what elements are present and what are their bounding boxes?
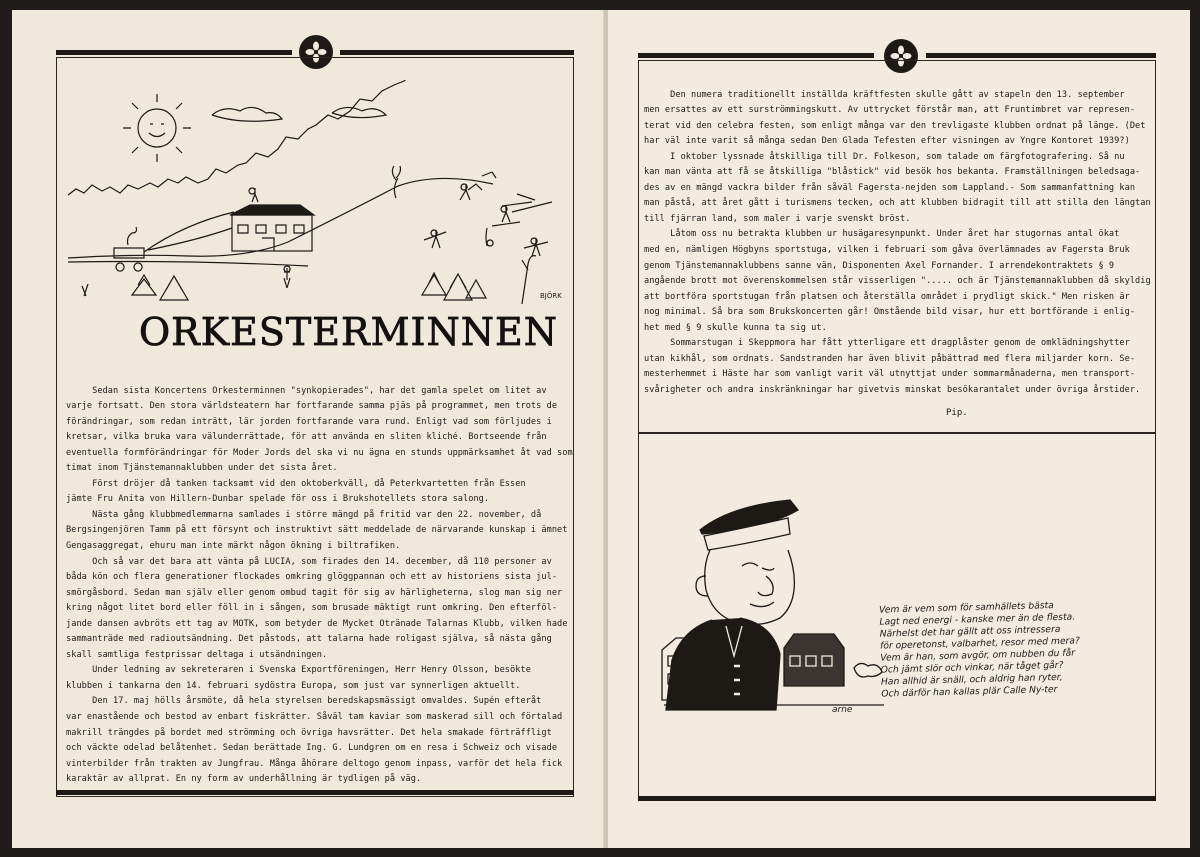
- left-body-text: [66, 368, 573, 788]
- body-line: terat vid den celebra festen, som enligt många var den trevligaste klubben ordnat på länge. (Det: [644, 120, 1146, 131]
- body-line: har väl inte varit så många sedan Den Glada Tefesten efter visningen av Yngre Kontoret 1939?): [644, 136, 1130, 147]
- body-line: till fjärran land, som maler i varje svenskt bröst.: [644, 213, 911, 224]
- body-line: Sommarstugan i Skeppmora har fått ytterligare ett dragplåster genom de omklädningshytter: [644, 338, 1130, 349]
- poem-line: för operetonst, valbarhet, resor med mera?: [879, 635, 1081, 652]
- body-line: makrill trängdes på bordet med strömming och övriga havsrätter. Det hela smakade förträffligt: [66, 727, 552, 738]
- body-line: kan man vänta att få se åtskilliga "blåstick" vid besök hos bekanta. Framställningen beledsaga-: [644, 167, 1141, 178]
- body-line: att bortföra sportstugan från platsen och återställa området i prydligt skick." Men risken är: [644, 291, 1130, 302]
- illustration-signature: BJÖRK: [540, 292, 562, 300]
- poem-line: Och därför han kallas plär Calle Ny-ter: [881, 683, 1058, 700]
- body-line: angående brott mot överenskommelsen står visserligen "..... och är Tjänstemannaklubben då skyldig: [644, 276, 1151, 287]
- body-line: jämte Fru Anita von Hillern-Dunbar spelade för oss i Brukshotellets stora salong.: [66, 494, 490, 505]
- body-line: Sedan sista Koncertens Orkesterminnen "synkopierades", har det gamla spelet om litet av: [66, 385, 547, 396]
- right-page: [608, 10, 1190, 848]
- body-line: utan kikhål, som ordnats. Sandstranden har även blivit påbättrad med flera miljarder korn. Se-: [644, 353, 1136, 364]
- poem-line: Och jämt slör och vinkar, när tåget går?: [880, 659, 1064, 676]
- body-line: karaktär av allprat. En ny form av underhållning är tydligen på väg.: [66, 774, 422, 785]
- body-line: Och så var det bara att vänta på LUCIA, som firades den 14. december, då 110 personer av: [66, 556, 552, 567]
- body-line: svårigheter och andra inskränkningar har givetvis minskat besökarantalet under övriga årstider.: [644, 384, 1141, 395]
- left-top-rule: [56, 50, 292, 55]
- body-line: I oktober lyssnade åtskilliga till Dr. Folkeson, som talade om färgfotografering. Så nu: [644, 151, 1125, 162]
- body-line: timat inom Tjänstemannaklubben under det sista året.: [66, 463, 338, 474]
- body-line: Bergsingenjören Tamm på ett försynt och instruktivt sätt meddelade de närvarande kunskap i ämnet: [66, 525, 568, 536]
- caricature-poem: [879, 587, 1082, 700]
- poem-line: Vem är han, som avgör, om nubben du får: [880, 647, 1076, 664]
- conductor-caricature: [654, 480, 894, 720]
- poem-line: Närhelst det har gällt att oss intressera: [879, 623, 1061, 640]
- left-top-rule-right: [340, 50, 574, 55]
- body-line: sammanträde med radioutsändning. Det påstods, att talarna hade roligast själva, så nästa gång: [66, 634, 552, 645]
- body-line: klubben i tankarna den 14. februari sydöstra Europa, som just var synnerligen aktuellt.: [66, 680, 521, 691]
- body-line: des av en mängd vackra bilder från såväl Fagersta-nejden som Lappland.- Som sammanfattning kan: [644, 182, 1136, 193]
- poem-line: Lagt ned energi - kanske mer än de flesta.: [879, 611, 1076, 628]
- poem-line: Han allhid är snäll, och aldrig han ryter,: [880, 671, 1063, 688]
- body-line: kretsar, vilka bruka vara välunderrättade, för att använda en sliten kliché. Bortseende från: [66, 432, 547, 443]
- bruk-landscape-illustration: [62, 80, 562, 310]
- body-line: och väckte odelad belåtenhet. Sedan berättade Ing. G. Lundgren om en resa i Schweiz och visade: [66, 743, 558, 754]
- body-line: skall samtliga festprissar deltaga i utsändningen.: [66, 649, 328, 660]
- body-line: eventuella formförändringar för Moder Jords del ska vi nu ägna en stunds uppmärksamhet åt vad som: [66, 447, 573, 458]
- body-line: Först dröjer då tanken tacksamt vid den oktoberkväll, då Peterkvartetten från Essen: [66, 478, 526, 489]
- right-top-rule-right: [926, 53, 1156, 58]
- body-line: varje fortsatt. Den stora världsteatern har fortfarande samma pjäs på programmet, men trots de: [66, 401, 558, 412]
- body-line: het med § 9 skulle kunna ta sig ut.: [644, 322, 827, 333]
- body-line: var enastående och bestod av enbart fiskrätter. Såväl tam kaviar som maskerad sill och förtalad: [66, 712, 563, 723]
- left-page: [12, 10, 605, 848]
- body-line: mesterhemmet i Häste har som vanligt varit väl utnyttjat under sommarmånaderna, men transport-: [644, 369, 1136, 380]
- body-line: man påstå, att året gått i turismens tecken, och att klubben bidragit till att stilla den längtan: [644, 198, 1151, 209]
- poem-line: Vem är vem som för samhällets bästa: [878, 600, 1054, 616]
- article-signature: Pip.: [946, 408, 968, 418]
- body-line: Nästa gång klubbmedlemmarna samlades i större mängd på fritid var den 22. november, då: [66, 509, 542, 520]
- body-line: Under ledning av sekreteraren i Svenska Exportföreningen, Herr Henry Olsson, besökte: [66, 665, 531, 676]
- body-line: jande dansen avbröts ett tag av MOTK, som betyder de Mycket Otränade Talarnas Klubb, vilken hade: [66, 618, 568, 629]
- right-body-text: [644, 72, 1151, 398]
- headline-orkesterminnen: ORKESTERMINNEN: [139, 310, 559, 354]
- body-line: nog minimal. Så bra som Brukskoncerten går! Omstående bild visar, hur ett bortförande i enlig-: [644, 307, 1136, 318]
- body-line: båda kön och flera generationer flockades omkring glöggpannan och ett av historiens sista jul-: [66, 572, 558, 583]
- body-line: med en, nämligen Högbyns sportstuga, vilken i februari som gåva överlämnades av Fagersta Bruk: [644, 245, 1130, 256]
- caricature-building-sign: FAGE: [686, 647, 702, 654]
- right-top-rule: [638, 53, 874, 58]
- body-line: förändringar, som redan inträtt, lär jorden fortfarande vara rund. Enligt vad som förljudes i: [66, 416, 552, 427]
- body-line: Låtom oss nu betrakta klubben ur husägaresynpunkt. Under året har stugornas antal ökat: [644, 229, 1120, 240]
- caricature-artist-signature: arne: [832, 705, 853, 715]
- body-line: smörgåsbord. Sedan man själv eller genom ombud tagit för sig av härligheterna, slog man sig ner: [66, 587, 563, 598]
- left-bottom-rule: [56, 790, 574, 795]
- body-line: men ersattes av ett surströmmingskutt. Av uttrycket förstår man, att Fruntimbret var represen-: [644, 105, 1136, 116]
- right-bottom-rule: [638, 796, 1156, 801]
- body-line: Den numera traditionellt inställda kräftfesten skulle gått av stapeln den 13. september: [644, 89, 1125, 100]
- body-line: genom Tjänstemannaklubbens sanne vän, Disponenten Axel Fornander. I arrendekontraktets § 9: [644, 260, 1115, 271]
- body-line: Den 17. maj hölls årsmöte, då hela styrelsen beredskapsmässigt omvaldes. Supén efteråt: [66, 696, 542, 707]
- body-line: Gengasaggregat, ehuru man inte märkt någon ökning i biltrafiken.: [66, 541, 401, 552]
- body-line: kring något litet bord eller föll in i sången, som brusade mäktigt runt omkring. Den efterföl-: [66, 603, 558, 614]
- body-line: vinterbilder från trakten av Jungfrau. Många åhörare deltogo genom inpass, varför det hela fick: [66, 758, 563, 769]
